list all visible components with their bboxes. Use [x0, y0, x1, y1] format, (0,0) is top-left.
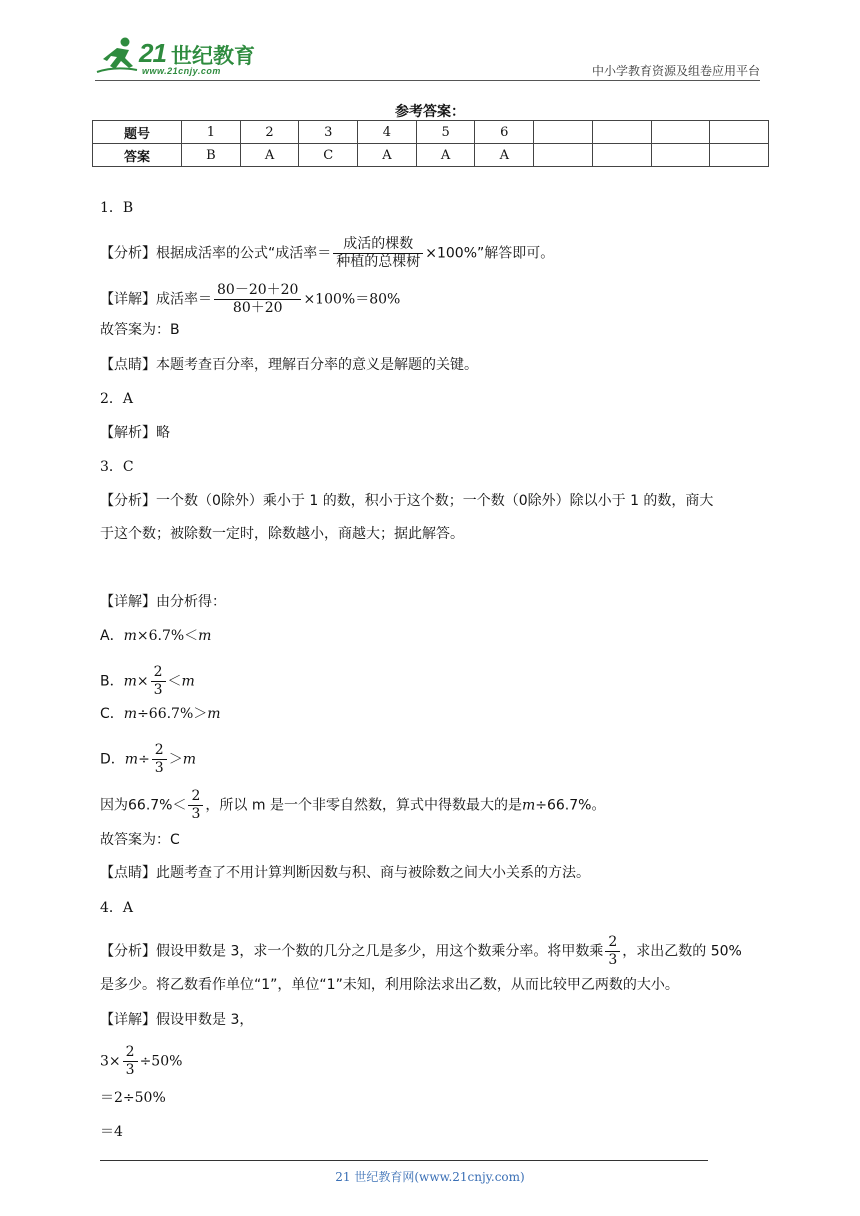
table-cell: A [240, 144, 299, 167]
option-expression: ×6.7%＜ [136, 628, 199, 644]
fraction [188, 788, 203, 823]
table-cell [592, 144, 651, 167]
fraction [151, 664, 166, 699]
table-cell [534, 121, 593, 144]
footer-text: 21 世纪教育网(www.21cnjy.com) [335, 1170, 525, 1184]
variable-m: m [123, 673, 137, 690]
q2-analysis: 【解析】略 [100, 425, 170, 441]
table-cell [651, 121, 710, 144]
table-cell: 5 [416, 121, 475, 144]
option-label: A． [100, 628, 124, 644]
calc-pre: 3× [100, 1053, 121, 1070]
q3-option-d [100, 742, 196, 777]
because-pre: 因为66.7%＜ [100, 797, 187, 814]
q3-number: 3．C [100, 459, 134, 475]
q4-analysis-line2: 是多少。将乙数看作单位“1”，单位“1”未知，利用除法求出乙数，从而比较甲乙两数的大小。 [100, 977, 679, 993]
fraction [152, 742, 167, 777]
q1-comment: 【点睛】本题考查百分率，理解百分率的意义是解题的关键。 [100, 357, 478, 373]
q1-detail-fraction [214, 282, 301, 317]
q1-number: 1．B [100, 200, 134, 216]
because-post: ÷66.7%。 [535, 797, 606, 814]
table-cell: B [182, 144, 241, 167]
q1-detail-pre: 【详解】成活率＝ [100, 291, 212, 308]
fraction-numerator: 成活的棵数 [333, 236, 423, 254]
option-label: C． [100, 706, 124, 722]
fraction-numerator: 2 [188, 788, 203, 806]
fraction-numerator: 2 [123, 1044, 138, 1062]
answer-table-title: 参考答案： [395, 104, 465, 120]
option-expression: ＞ [168, 751, 183, 768]
variable-m: m [181, 673, 195, 690]
q1-analysis-pre: 【分析】根据成活率的公式“成活率＝ [100, 245, 332, 262]
fraction-denominator: 80＋20 [232, 300, 283, 316]
table-cell [651, 144, 710, 167]
logo [95, 36, 265, 76]
q1-analysis-fraction [333, 236, 423, 271]
fraction-numerator: 2 [605, 934, 620, 952]
q2-number: 2．A [100, 391, 134, 407]
fraction-denominator: 3 [191, 806, 201, 822]
header-tagline: 中小学教育资源及组卷应用平台 [591, 64, 760, 78]
page-header [95, 28, 760, 80]
variable-m: m [123, 706, 138, 722]
q4-calc1 [100, 1044, 182, 1079]
fraction-denominator: 3 [154, 760, 164, 776]
q4-analysis-pre: 【分析】假设甲数是 3，求一个数的几分之几是多少，用这个数乘分率。将甲数乘 [100, 943, 604, 960]
because-mid: ，所以 m 是一个非零自然数，算式中得数最大的是 [205, 797, 522, 814]
q4-analysis [100, 934, 742, 969]
variable-m: m [198, 628, 212, 644]
q4-calc2: ＝2÷50% [100, 1090, 166, 1106]
fraction [123, 1044, 138, 1079]
variable-m: m [124, 751, 139, 768]
q4-analysis-post: ，求出乙数的 50% [622, 943, 742, 960]
table-row-answers [93, 144, 769, 167]
fraction-numerator: 2 [152, 742, 167, 760]
q1-analysis-post: ×100%”解答即可。 [425, 245, 555, 262]
table-cell: 1 [182, 121, 241, 144]
fraction-numerator: 2 [151, 664, 166, 682]
calc-post: ÷50% [139, 1053, 183, 1070]
q3-detail: 【详解】由分析得： [100, 594, 226, 610]
q3-option-b [100, 664, 195, 699]
q3-answer: 故答案为：C [100, 832, 180, 848]
fraction-numerator: 80－20＋20 [214, 282, 301, 300]
option-label: D． [100, 751, 125, 768]
table-cell [534, 144, 593, 167]
table-cell: A [358, 144, 417, 167]
q3-analysis-line1: 【分析】一个数（0除外）乘小于 1 的数，积小于这个数；一个数（0除外）除以小于 1 的数，商大 [100, 493, 714, 509]
answer-table [92, 120, 769, 167]
q3-option-a [100, 626, 211, 646]
fraction-denominator: 种植的总棵树 [336, 254, 421, 270]
table-cell [592, 121, 651, 144]
variable-m: m [207, 706, 221, 722]
variable-m: m [182, 751, 196, 768]
q1-detail-post: ×100%＝80% [303, 291, 401, 308]
operator: ÷ [138, 751, 150, 768]
fraction-denominator: 3 [608, 952, 618, 968]
footer-divider [100, 1160, 708, 1161]
variable-m: m [123, 628, 137, 644]
row-header-answer: 答案 [93, 144, 182, 167]
table-cell [710, 121, 769, 144]
q1-detail [100, 282, 400, 317]
variable-m: m [521, 797, 536, 814]
runner-icon [95, 36, 139, 76]
q3-because [100, 788, 605, 823]
fraction-denominator: 3 [153, 682, 163, 698]
table-cell: A [475, 144, 534, 167]
row-header-question: 题号 [93, 121, 182, 144]
q3-analysis-line2: 于这个数；被除数一定时，除数越小，商越大；据此解答。 [100, 526, 464, 542]
logo-number: 21 [139, 38, 166, 68]
q1-analysis [100, 236, 554, 271]
table-cell: 6 [475, 121, 534, 144]
table-cell: 4 [358, 121, 417, 144]
logo-url: www.21cnjy.com [142, 66, 221, 76]
table-cell: 2 [240, 121, 299, 144]
table-row-questions [93, 121, 769, 144]
q3-comment: 【点睛】此题考查了不用计算判断因数与积、商与被除数之间大小关系的方法。 [100, 865, 590, 881]
q1-answer: 故答案为：B [100, 322, 180, 338]
table-cell: 3 [299, 121, 358, 144]
q3-option-c [100, 704, 221, 724]
table-cell: A [416, 144, 475, 167]
option-expression: ＜ [167, 673, 182, 690]
fraction-denominator: 3 [125, 1062, 135, 1078]
q4-number: 4．A [100, 900, 134, 916]
option-label: B． [100, 673, 124, 690]
table-cell: C [299, 144, 358, 167]
operator: × [136, 673, 149, 690]
header-divider [95, 80, 760, 81]
fraction [605, 934, 620, 969]
q4-calc3: ＝4 [100, 1124, 123, 1140]
q4-detail: 【详解】假设甲数是 3， [100, 1012, 254, 1028]
table-cell [710, 144, 769, 167]
option-expression: ÷66.7%＞ [137, 706, 208, 722]
logo-text: 世纪教育 [171, 44, 255, 68]
